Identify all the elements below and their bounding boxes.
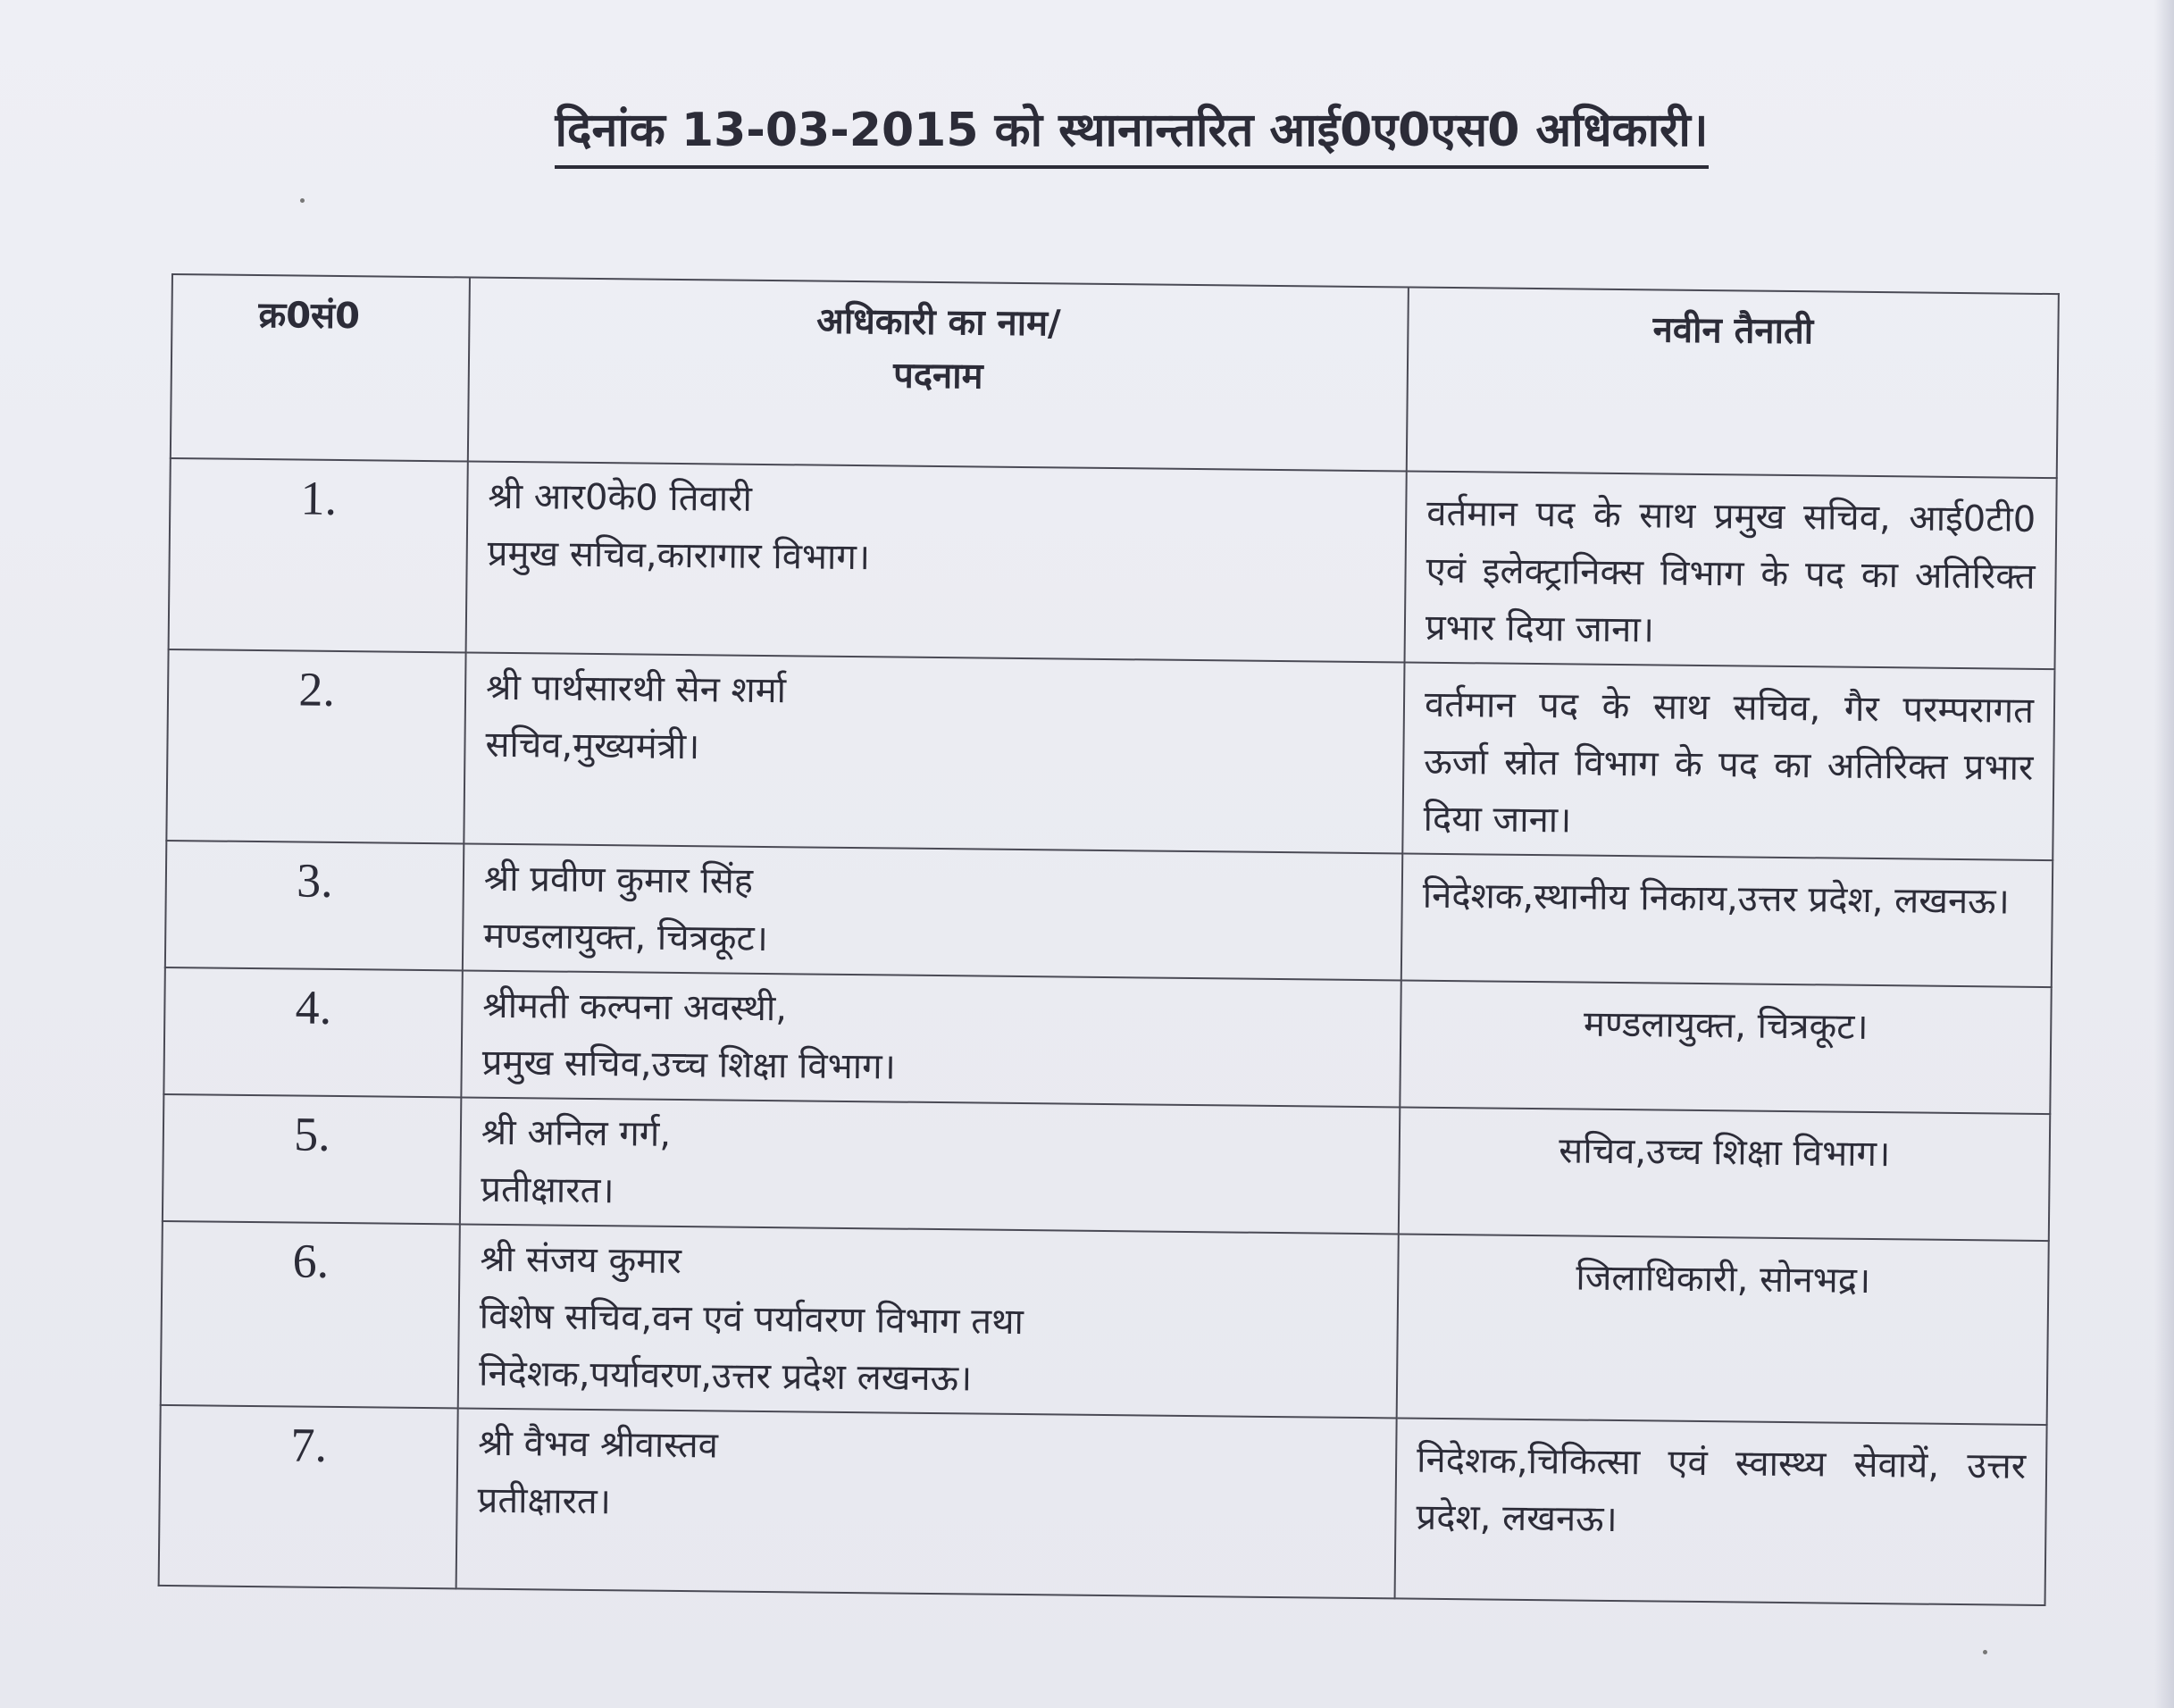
- row-serial: 4.: [163, 967, 462, 1097]
- officer-name: श्री वैभव श्रीवास्तव: [478, 1422, 719, 1467]
- table-row: [163, 1094, 2050, 1241]
- officer-designation-line2: निदेशक,पर्यावरण,उत्तर प्रदेश लखनऊ।: [478, 1352, 973, 1400]
- officer-name: श्री अनिल गर्ग,: [481, 1111, 672, 1155]
- officer-name: श्रीमती कल्पना अवस्थी,: [482, 984, 788, 1030]
- row-serial: 7.: [159, 1405, 458, 1588]
- row-new-posting: मण्डलायुक्त, चित्रकूट।: [1400, 980, 2051, 1114]
- officer-name: श्री प्रवीण कुमार सिंह: [483, 858, 754, 902]
- header-officer-name-line1: अधिकारी का नाम/: [816, 300, 1061, 345]
- row-new-posting: वर्तमान पद के साथ प्रमुख सचिव, आई0टी0 एवं इलेक्ट्रानिक्स विभाग के पद का अतिरिक्त प्रभार दिया जाना।: [1405, 471, 2057, 669]
- row-serial: 3.: [165, 841, 464, 970]
- document-title-text: दिनांक 13-03-2015 को स्थानान्तरित आई0ए0एस0 अधिकारी।: [555, 96, 1708, 169]
- row-new-posting: निदेशक,स्थानीय निकाय,उत्तर प्रदेश, लखनऊ।: [1401, 853, 2053, 987]
- officer-designation: सचिव,मुख्यमंत्री।: [485, 724, 700, 768]
- row-officer: [460, 1097, 1400, 1234]
- table-row: [163, 967, 2051, 1114]
- row-officer: [464, 652, 1404, 853]
- table-header-row: [171, 274, 2059, 478]
- row-officer: [456, 1408, 1397, 1598]
- row-officer: [466, 461, 1407, 662]
- officer-designation: मण्डलायुक्त, चित्रकूट।: [483, 915, 769, 960]
- table-row: [165, 841, 2053, 987]
- row-officer: [458, 1224, 1399, 1418]
- row-new-posting: सचिव,उच्च शिक्षा विभाग।: [1399, 1107, 2050, 1241]
- scan-speck: [300, 198, 305, 203]
- officer-name: श्री पार्थसारथी सेन शर्मा: [485, 666, 787, 712]
- officer-designation: प्रमुख सचिव,उच्च शिक्षा विभाग।: [481, 1042, 897, 1088]
- scan-speck: [1983, 1650, 1987, 1654]
- header-officer-name: [468, 277, 1409, 471]
- table-row: [159, 1405, 2047, 1605]
- row-new-posting: निदेशक,चिकित्सा एवं स्वास्थ्य सेवायें, उत्तर प्रदेश, लखनऊ।: [1395, 1418, 2047, 1605]
- row-new-posting: वर्तमान पद के साथ सचिव, गैर परम्परागत ऊर्जा स्रोत विभाग के पद का अतिरिक्त प्रभार दिया जाना।: [1402, 662, 2054, 860]
- officer-name: श्री आर0के0 तिवारी: [488, 475, 753, 520]
- officer-designation: विशेष सचिव,वन एवं पर्यावरण विभाग तथा: [479, 1295, 1024, 1344]
- row-serial: 6.: [161, 1221, 460, 1408]
- officer-designation: प्रतीक्षारत।: [477, 1479, 612, 1523]
- transfer-table: [158, 273, 2060, 1606]
- header-new-posting: नवीन तैनाती: [1407, 288, 2059, 479]
- officer-name: श्री संजय कुमार: [480, 1238, 682, 1283]
- row-serial: 5.: [163, 1094, 461, 1224]
- row-officer: [463, 843, 1402, 980]
- document-title: [0, 96, 2174, 169]
- row-serial: 2.: [166, 649, 465, 843]
- officer-designation: प्रमुख सचिव,कारागार विभाग।: [487, 532, 871, 579]
- table-row: [166, 649, 2054, 860]
- table-row: [169, 458, 2057, 669]
- table-row: [161, 1221, 2049, 1425]
- header-serial: क्र0सं0: [171, 274, 470, 461]
- header-officer-name-line2: पदनाम: [892, 355, 983, 398]
- row-new-posting: जिलाधिकारी, सोनभद्र।: [1397, 1234, 2049, 1425]
- row-officer: [461, 970, 1401, 1107]
- row-serial: 1.: [169, 458, 468, 652]
- officer-designation: प्रतीक्षारत।: [481, 1168, 615, 1212]
